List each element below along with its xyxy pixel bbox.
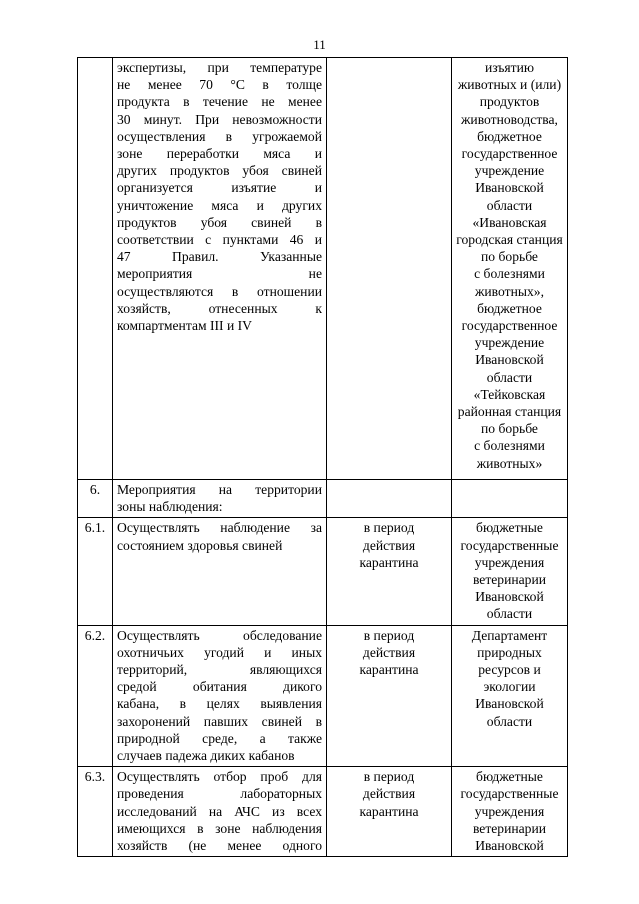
- responsible-line: районная станция: [457, 404, 562, 420]
- description-line: состоянием здоровья свиней: [117, 537, 283, 553]
- responsible-line: городская станция: [456, 232, 563, 248]
- responsible-line: по борьбе: [481, 249, 538, 265]
- responsible-line: учреждения: [474, 803, 545, 819]
- description-line: проведения лабораторных: [117, 786, 322, 802]
- period-line: действия: [362, 786, 416, 802]
- measure-period: [327, 480, 452, 518]
- table-body: [78, 58, 568, 857]
- responsible-line: бюджетное: [477, 128, 542, 144]
- description-line: захоронений павших свиней в: [117, 713, 322, 729]
- responsible-line: Ивановской: [475, 838, 544, 854]
- responsible-line: животных и (или): [457, 77, 562, 93]
- description-line: хозяйств, отнесенных к: [117, 300, 322, 316]
- row-number: [78, 58, 113, 480]
- responsible-party: [452, 518, 568, 625]
- period-line: карантина: [359, 662, 419, 678]
- responsible-line: области: [486, 197, 533, 213]
- responsible-line: государственное: [461, 318, 558, 334]
- responsible-line: ветеринарии: [472, 820, 547, 836]
- description-line: исследований на АЧС из всех: [117, 803, 322, 819]
- page-number: 11: [313, 37, 326, 52]
- period-line: в период: [363, 520, 415, 536]
- period-line: действия: [362, 644, 416, 660]
- responsible-line: Департамент: [471, 627, 548, 643]
- period-line: действия: [362, 537, 416, 553]
- responsible-line: учреждение: [474, 335, 545, 351]
- description-line: 47 Правил. Указанные: [117, 249, 322, 265]
- responsible-line: области: [486, 606, 533, 622]
- responsible-line: животноводства,: [461, 111, 558, 127]
- description-line: хозяйств (не менее одного: [117, 838, 322, 854]
- period-line: карантина: [359, 554, 419, 570]
- responsible-line: животных»: [476, 455, 543, 471]
- measures-table: [77, 57, 568, 857]
- table-row: [78, 625, 568, 767]
- responsible-line: животных»,: [475, 283, 544, 299]
- responsible-line: изъятию: [484, 60, 535, 75]
- responsible-line: Ивановской: [475, 352, 544, 368]
- description-line: зоны наблюдения:: [117, 499, 223, 515]
- description-line: экспертизы, при температуре: [117, 60, 322, 75]
- period-line: карантина: [359, 803, 419, 819]
- responsible-line: экологии: [483, 679, 536, 695]
- description-line: средой обитания дикого: [117, 679, 322, 695]
- description-line: других продуктов убоя свиней: [117, 163, 322, 179]
- responsible-line: бюджетное: [477, 300, 542, 316]
- responsible-line: Ивановской: [475, 589, 544, 605]
- row-number: 6.3.: [78, 767, 113, 857]
- responsible-party: [452, 480, 568, 518]
- description-line: имеющихся в зоне наблюдения: [117, 820, 322, 836]
- responsible-line: ресурсов и: [478, 662, 541, 678]
- description-line: осуществления в угрожаемой: [117, 128, 322, 144]
- responsible-line: бюджетные: [476, 520, 543, 536]
- description-line: 30 минут. При невозможности: [117, 111, 322, 127]
- measure-period: [327, 625, 452, 767]
- measure-description: [113, 480, 327, 518]
- measure-description: [113, 767, 327, 857]
- description-line: кабана, в целях выявления: [117, 696, 322, 712]
- measure-description: [113, 58, 327, 480]
- description-line: уничтожение мяса и других: [117, 197, 322, 213]
- responsible-line: учреждение: [474, 163, 545, 179]
- responsible-party: [452, 58, 568, 480]
- description-line: Осуществлять наблюдение за: [117, 520, 322, 536]
- description-line: мероприятия не: [117, 266, 322, 282]
- responsible-line: с болезнями: [474, 266, 545, 282]
- description-line: не менее 70 °С в толще: [117, 77, 322, 93]
- description-line: продуктов убоя свиней в: [117, 214, 322, 230]
- responsible-line: ветеринарии: [472, 572, 547, 588]
- period-line: в период: [363, 627, 415, 643]
- responsible-line: государственные: [460, 786, 559, 802]
- responsible-line: продуктов: [479, 94, 540, 110]
- description-line: организуется изъятие и: [117, 180, 322, 196]
- row-number: 6.2.: [78, 625, 113, 767]
- description-line: природной среде, а также: [117, 730, 322, 746]
- responsible-line: «Ивановская: [472, 214, 547, 230]
- responsible-party: [452, 625, 568, 767]
- period-line: в период: [363, 769, 415, 785]
- table-row: [78, 58, 568, 480]
- responsible-line: государственное: [461, 146, 558, 162]
- description-line: зоне переработки мяса и: [117, 146, 322, 162]
- responsible-line: бюджетные: [476, 769, 543, 785]
- responsible-line: государственные: [460, 537, 559, 553]
- description-line: Осуществлять отбор проб для: [117, 769, 322, 785]
- table-row: [78, 480, 568, 518]
- responsible-line: Ивановской: [475, 180, 544, 196]
- row-number: 6.1.: [78, 518, 113, 625]
- row-number: 6.: [78, 480, 113, 518]
- responsible-line: Ивановской: [475, 696, 544, 712]
- responsible-party: [452, 767, 568, 857]
- responsible-line: по борьбе: [481, 421, 538, 437]
- responsible-line: учреждения: [474, 554, 545, 570]
- description-line: компартментам III и IV: [117, 318, 252, 334]
- measure-period: [327, 58, 452, 480]
- measure-description: [113, 625, 327, 767]
- table-row: [78, 767, 568, 857]
- description-line: Мероприятия на территории: [117, 482, 322, 497]
- description-line: Осуществлять обследование: [117, 627, 322, 643]
- responsible-line: с болезнями: [474, 438, 545, 454]
- description-line: продукта в течение не менее: [117, 94, 322, 110]
- responsible-line: области: [486, 713, 533, 729]
- measure-description: [113, 518, 327, 625]
- responsible-line: природных: [477, 644, 542, 660]
- measure-period: [327, 518, 452, 625]
- description-line: осуществляются в отношении: [117, 283, 322, 299]
- description-line: соответствии с пунктами 46 и: [117, 232, 322, 248]
- responsible-line: «Тейковская: [473, 386, 546, 402]
- description-line: территорий, являющихся: [117, 662, 322, 678]
- responsible-line: области: [486, 369, 533, 385]
- description-line: охотничьих угодий и иных: [117, 644, 322, 660]
- measure-period: [327, 767, 452, 857]
- table-row: [78, 518, 568, 625]
- description-line: случаев падежа диких кабанов: [117, 748, 295, 764]
